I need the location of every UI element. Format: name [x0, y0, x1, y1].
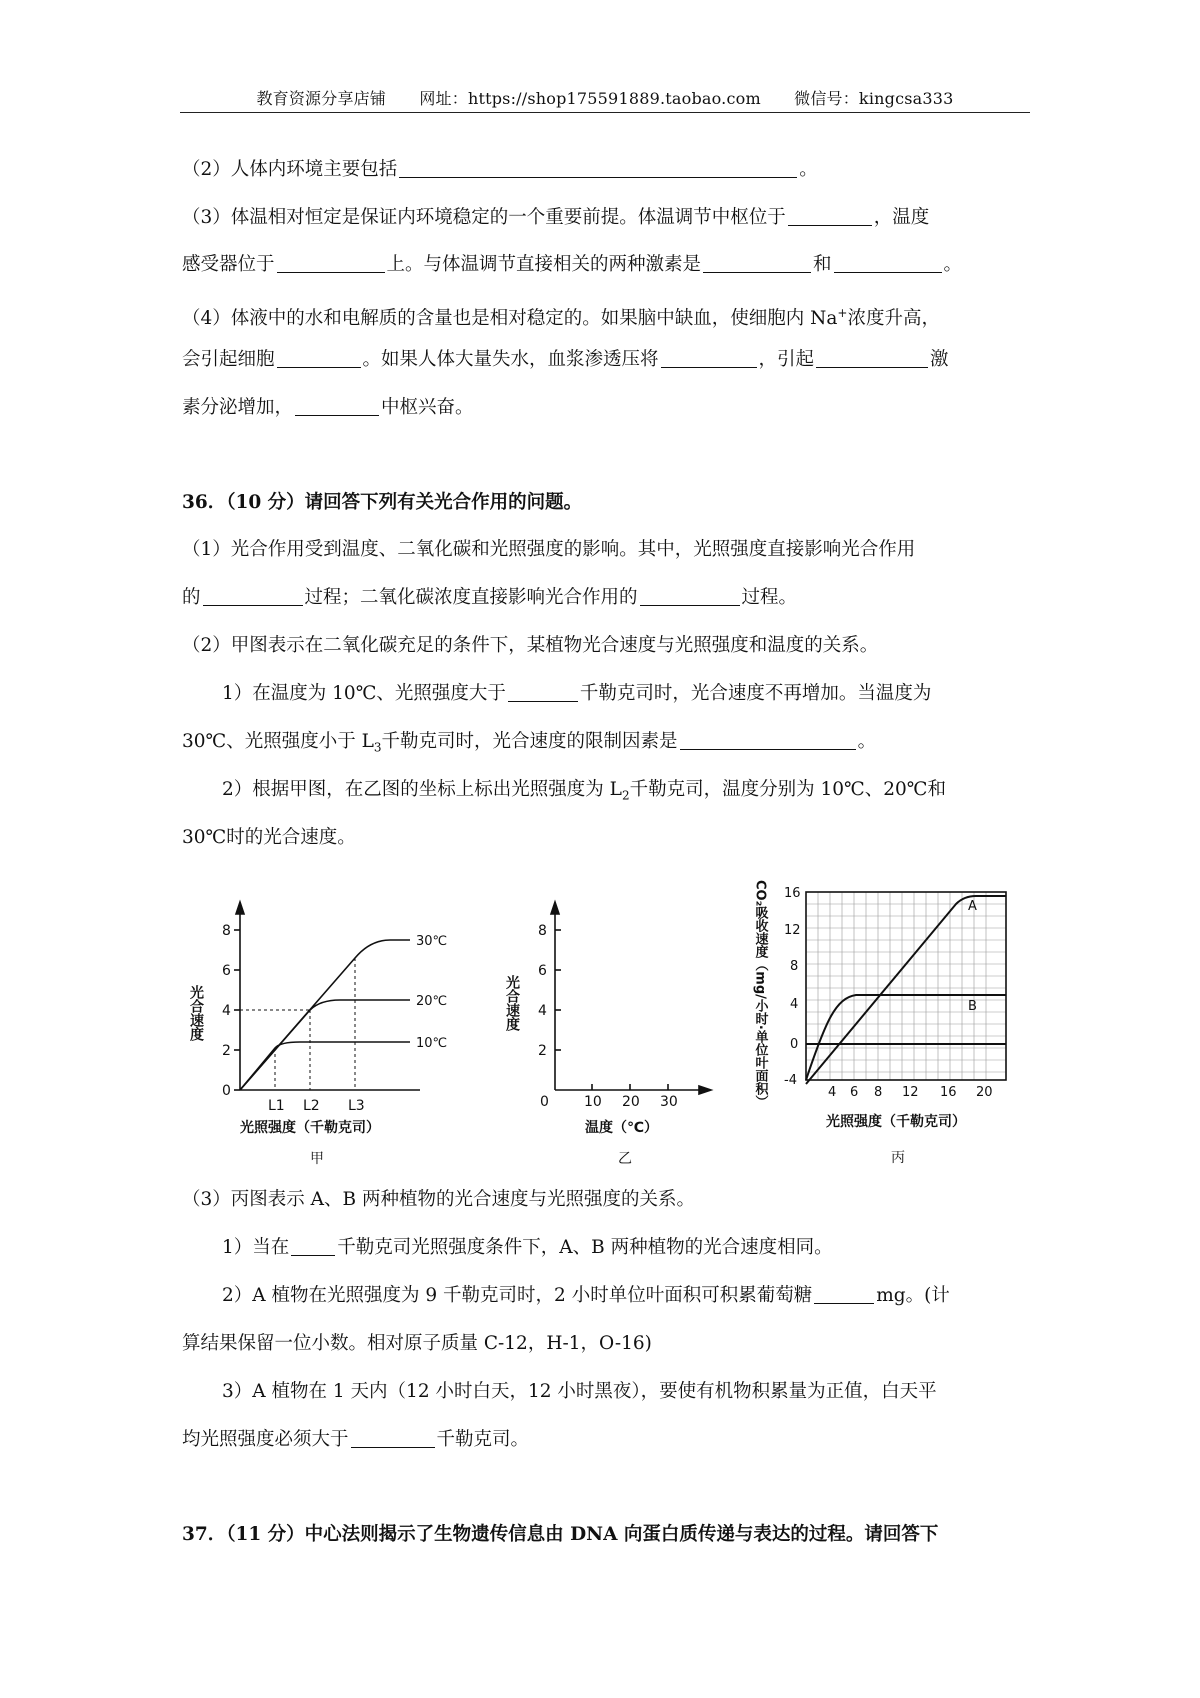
q35-part4-line2: [182, 347, 949, 373]
figure-bing: [752, 870, 1026, 1170]
q35-p3-text: 和: [813, 254, 832, 275]
ytick: 2: [222, 1043, 231, 1059]
shop-url: 网址：https://shop175591889.taobao.com: [419, 89, 761, 108]
y-axis-label: 光合速度: [504, 975, 520, 1031]
xtick: L3: [348, 1098, 365, 1114]
q36-p3-text: 千勒克司。: [436, 1429, 530, 1450]
plot-frame: [806, 892, 1006, 1080]
q36-part1-line1: （1）光合作用受到温度、二氧化碳和光照强度的影响。其中，光照强度直接影响光合作用: [182, 539, 916, 560]
ytick: 8: [790, 959, 799, 974]
curve-label: B: [968, 999, 977, 1014]
y-axis-label: 光合速度: [188, 985, 204, 1041]
q36-p1-text: 的: [182, 587, 201, 608]
q35-p3-text: 。: [943, 254, 963, 275]
ytick: -4: [784, 1073, 797, 1088]
curve-10c: [240, 1042, 410, 1090]
xtick: L2: [303, 1098, 320, 1114]
q35-p4-text: 浓度升高，: [847, 308, 940, 330]
q35-part3-line2: [182, 252, 962, 278]
q35-p4-text: （4）体液中的水和电解质的含量也是相对稳定的。如果脑中缺血，使细胞内 Na: [182, 308, 838, 330]
ytick: 4: [222, 1003, 231, 1019]
xtick: L1: [268, 1098, 285, 1114]
q35-p4-text: 会引起细胞: [182, 349, 275, 370]
y-axis-arrow: [551, 902, 559, 914]
q35-p2-end: 。: [799, 159, 818, 180]
q36-p2-text: 千勒克司时，光合速度不再增加。当温度为: [579, 683, 932, 704]
q35-p4-text: 中枢兴奋。: [381, 397, 474, 418]
q35-p4-text: 素分泌增加，: [182, 397, 294, 418]
xtick: 16: [940, 1085, 957, 1100]
q36-part3-1: [222, 1235, 833, 1261]
answer-blank[interactable]: [788, 207, 872, 226]
y-axis-arrow: [236, 902, 244, 914]
header-rule: [180, 112, 1030, 113]
page-header: [180, 86, 1030, 109]
q36-p2-text: 千勒克司时，光合速度的限制因素是: [381, 731, 678, 752]
xtick: 8: [874, 1085, 883, 1100]
ytick: 2: [538, 1043, 547, 1059]
y-axis-label: CO₂吸收速度（mg/小时·单位叶面积）: [752, 880, 768, 1108]
curve-a: [806, 896, 1006, 1084]
x-axis-arrow: [699, 1086, 711, 1094]
q36-p3-text: 千勒克司光照强度条件下，A、B 两种植物的光合速度相同。: [337, 1237, 833, 1258]
q35-p3-text: 感受器位于: [182, 254, 275, 275]
curve-label: A: [968, 899, 977, 914]
ytick: 4: [538, 1003, 547, 1019]
q35-p3-text: 上。与体温调节直接相关的两种激素是: [386, 254, 702, 275]
q36-p3-text: 均光照强度必须大于: [182, 1429, 349, 1450]
q36-part3-3-line1: 3）A 植物在 1 天内（12 小时白天，12 小时黑夜），要使有机物积累量为正值，白天平: [222, 1381, 937, 1402]
subscript: 3: [373, 740, 382, 755]
q36-p1-text: 过程；二氧化碳浓度直接影响光合作用的: [304, 587, 638, 608]
answer-blank[interactable]: [291, 1237, 335, 1256]
q36-part1-line2: [182, 585, 797, 611]
q36-part2-2-line1: [222, 777, 946, 809]
ytick: 0: [222, 1083, 231, 1099]
q35-p4-text: ，引起: [758, 349, 815, 370]
x-axis-label: 光照强度（千勒克司）: [826, 1114, 966, 1130]
figure-caption: 丙: [891, 1150, 905, 1166]
q36-p2-text: 。: [857, 731, 877, 752]
answer-blank[interactable]: [703, 254, 811, 273]
q35-p3-text: （3）体温相对恒定是保证内环境稳定的一个重要前提。体温调节中枢位于: [182, 207, 786, 228]
q36-p2-text: 2）根据甲图，在乙图的坐标上标出光照强度为 L: [222, 779, 622, 800]
q36-p1-text: 过程。: [741, 587, 798, 608]
answer-blank[interactable]: [399, 159, 797, 178]
answer-blank[interactable]: [834, 254, 942, 273]
curve-30c: [240, 940, 410, 1090]
q36-part3-3-line2: [182, 1427, 529, 1453]
answer-blank[interactable]: [277, 254, 385, 273]
q35-part3-line1: [182, 205, 929, 231]
q36-p2-text: 30℃、光照强度小于 L: [182, 731, 374, 752]
q36-p2-text: 千勒克司，温度分别为 10℃、20℃和: [629, 779, 946, 800]
x-axis-label: 光照强度（千勒克司）: [240, 1120, 380, 1136]
q36-part2-1-line2: [182, 729, 876, 761]
q36-part2-2-line2: 30℃时的光合速度。: [182, 827, 356, 848]
superscript: +: [837, 306, 848, 320]
q36-part3: （3）丙图表示 A、B 两种植物的光合速度与光照强度的关系。: [182, 1189, 695, 1210]
answer-blank[interactable]: [203, 587, 303, 606]
answer-blank[interactable]: [351, 1429, 435, 1448]
q35-p2-text: （2）人体内环境主要包括: [182, 159, 398, 180]
q36-part3-2-line1: [222, 1283, 950, 1309]
curve-20c: [240, 1000, 410, 1090]
q35-p4-text: 激: [930, 349, 949, 370]
q36-p2-text: 1）在温度为 10℃、光照强度大于: [222, 683, 506, 704]
q36-part2: （2）甲图表示在二氧化碳充足的条件下，某植物光合速度与光照强度和温度的关系。: [182, 635, 879, 656]
xtick: 4: [828, 1085, 837, 1100]
figure-jia: [180, 880, 460, 1170]
answer-blank[interactable]: [814, 1285, 874, 1304]
ytick-origin: 0: [540, 1094, 549, 1110]
answer-blank[interactable]: [508, 683, 578, 702]
x-axis-label: 温度（℃）: [585, 1120, 658, 1136]
figure-caption: 甲: [310, 1151, 324, 1167]
answer-blank[interactable]: [816, 349, 928, 368]
curve-label: 20℃: [416, 994, 448, 1009]
wechat-id: 微信号：kingcsa333: [794, 89, 954, 108]
q35-part4-line1: [182, 300, 940, 332]
curve-label: 10℃: [416, 1036, 448, 1051]
q36-p3-text: 2）A 植物在光照强度为 9 千勒克司时，2 小时单位叶面积可积累葡萄糖: [222, 1285, 813, 1306]
grid: [806, 892, 1006, 1080]
ytick: 6: [222, 963, 231, 979]
ytick: 0: [790, 1037, 799, 1052]
ytick: 6: [538, 963, 547, 979]
answer-blank[interactable]: [295, 397, 379, 416]
xtick: 12: [902, 1085, 919, 1100]
xtick: 10: [584, 1094, 602, 1110]
subscript: 2: [621, 788, 630, 803]
q35-p4-text: 。如果人体大量失水，血浆渗透压将: [362, 349, 659, 370]
xtick: 30: [660, 1094, 678, 1110]
q36-p3-text: mg。(计: [876, 1285, 950, 1306]
figure-caption: 乙: [618, 1151, 632, 1167]
xtick: 20: [622, 1094, 640, 1110]
answer-blank[interactable]: [661, 349, 757, 368]
ytick: 4: [790, 997, 799, 1012]
ytick: 16: [784, 886, 801, 901]
q37-title: 37．（11 分）中心法则揭示了生物遗传信息由 DNA 向蛋白质传递与表达的过程。请回答下: [182, 1524, 939, 1545]
curve-label: 30℃: [416, 934, 448, 949]
xtick: 6: [850, 1085, 859, 1100]
figure-yi: [500, 880, 730, 1170]
q36-p3-text: 1）当在: [222, 1237, 290, 1258]
q36-part2-1-line1: [222, 681, 931, 707]
ytick: 8: [222, 923, 231, 939]
q36-title: 36．（10 分）请回答下列有关光合作用的问题。: [182, 492, 583, 513]
q36-part3-2-line2: 算结果保留一位小数。相对原子质量 C-12，H-1，O-16): [182, 1333, 652, 1354]
shop-name: 教育资源分享店铺: [256, 89, 387, 108]
ytick: 8: [538, 923, 547, 939]
xtick: 20: [976, 1085, 993, 1100]
q35-part4-line3: [182, 395, 474, 421]
answer-blank[interactable]: [680, 731, 856, 750]
answer-blank[interactable]: [640, 587, 740, 606]
q35-part2: [182, 157, 818, 183]
q35-p3-text: ，温度: [873, 207, 930, 228]
ytick: 12: [784, 923, 801, 938]
answer-blank[interactable]: [277, 349, 361, 368]
